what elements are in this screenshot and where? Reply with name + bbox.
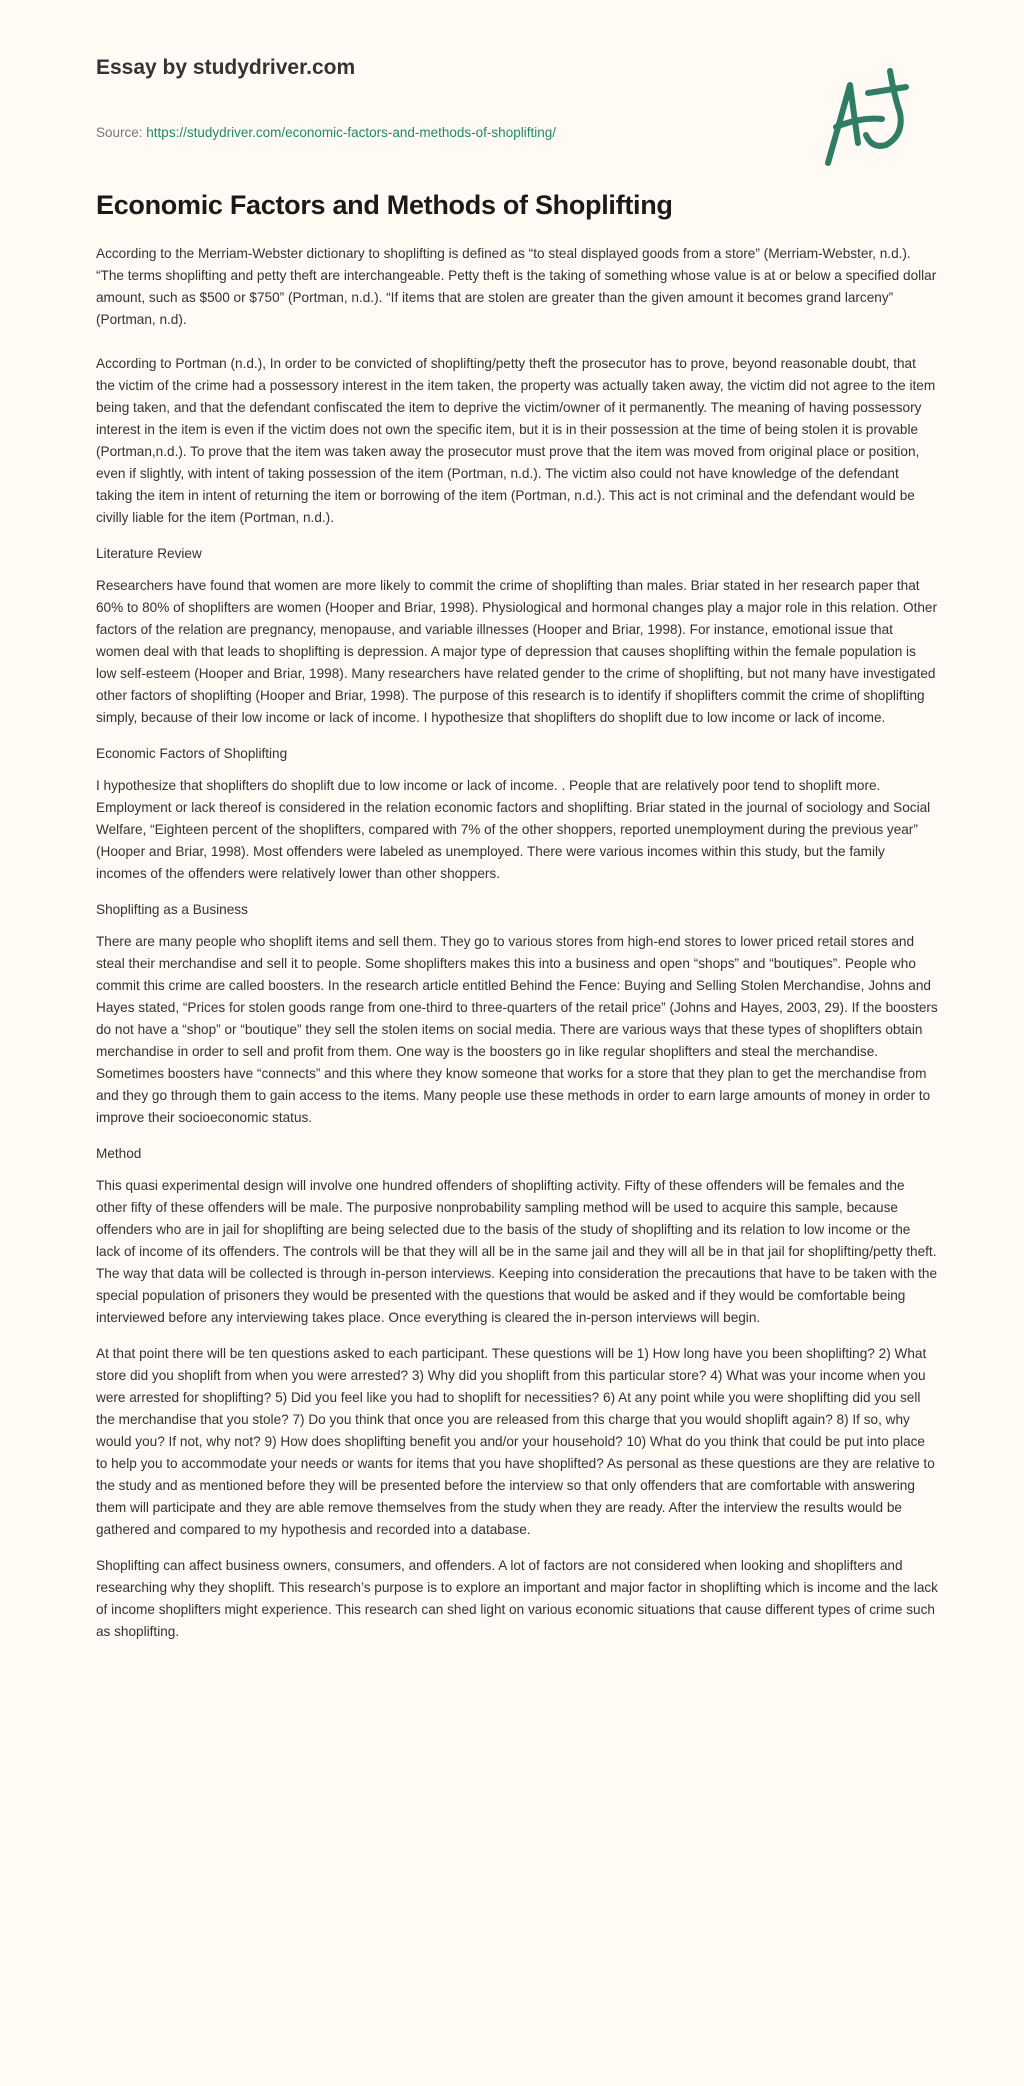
paragraph: Researchers have found that women are more likely to commit the crime of shoplifting than males. Briar stated in her research paper that 60% to 80% of shoplifters are women (Hooper and Briar, 1998). Physiological and hormonal changes play a major role in this relation. Other factors of the relation are pregnancy, menopause, and variable illnesses (Hooper and Briar, 1998). For instance, emotional issue that women deal with that leads to shoplifting is depression. A major type of depression that causes shoplifting within the female population is low self-esteem (Hooper and Briar, 1998). Many researchers have related gender to the crime of shoplifting, but not many have investigated other factors of shoplifting (Hooper and Briar, 1998). The purpose of this research is to identify if shoplifters commit the crime of shoplifting simply, because of their low income or lack of income. I hypothesize that shoplifters do shoplift due to low income or lack of income. bbox=[96, 578, 938, 725]
source-link[interactable]: https://studydriver.com/economic-factors-and-methods-of-shoplifting/ bbox=[146, 125, 556, 140]
section-heading-method: Method bbox=[96, 1146, 142, 1161]
section-heading-literature-review: Literature Review bbox=[96, 546, 202, 561]
paragraph: There are many people who shoplift items and sell them. They go to various stores from high-end stores to lower priced retail stores and steal their merchandise and sell it to people. Some shoplifters makes this into a business and open “shops” and “boutiques”. People who commit this crime are called boosters. In the research article entitled Behind the Fence: Buying and Selling Stolen Merchandise, Johns and Hayes stated, “Prices for stolen goods range from one-third to three-quarters of the retail price” (Johns and Hayes, 2003, 29). If the boosters do not have a “shop” or “boutique” they sell the stolen items on social media. There are various ways that these types of shoplifters obtain merchandise in order to sell and profit from them. One way is the boosters go in like regular shoplifters and steal the merchandise. Sometimes boosters have “connects” and this where they know someone that works for a store that they plan to get the merchandise from and they go through them to gain access to the items. Many people use these methods in order to earn large amounts of money in order to improve their socioeconomic status. bbox=[96, 934, 938, 1125]
section-heading-business: Shoplifting as a Business bbox=[96, 902, 248, 917]
paragraph: According to the Merriam-Webster dictionary to shoplifting is defined as “to steal displayed goods from a store” (Merriam-Webster, n.d.). “The terms shoplifting and petty theft are interchangeable. Petty theft is the taking of something whose value is at or below a specified dollar amount, such as $500 or $750” (Portman, n.d.). “If items that are stolen are greater than the given amount it becomes grand larceny” (Portman, n.d). bbox=[96, 246, 937, 327]
paragraph: I hypothesize that shoplifters do shoplift due to low income or lack of income. . People that are relatively poor tend to shoplift more. Employment or lack thereof is considered in the relation economic factors and shoplifting. Briar stated in the journal of sociology and Social Welfare, “Eighteen percent of the shoplifters, compared with 7% of the other shoppers, reported unemployment during the previous year” (Hooper and Briar, 1998). Most offenders were labeled as unemployed. There were various incomes within this study, but the family incomes of the offenders were relatively lower than other shoppers. bbox=[96, 778, 931, 881]
paragraph: This quasi experimental design will involve one hundred offenders of shoplifting activity. Fifty of these offenders will be females and the other fifty of these offenders will be male. The purposive nonprobability sampling method will be used to acquire this sample, because offenders who are in jail for shoplifting are being selected due to the basis of the study of shoplifting and its relation to low income or the lack of income of its offenders. The controls will be that they will all be in the same jail and they will all be in that jail for shoplifting/petty theft. The way that data will be collected is through in-person interviews. Keeping into consideration the precautions that have to be taken with the special population of prisoners they would be presented with the questions that would be asked and if they would be comfortable being interviewed before any interviewing takes place. Once everything is cleared the in-person interviews will begin. bbox=[96, 1178, 938, 1325]
site-title: Essay by studydriver.com bbox=[96, 56, 356, 79]
source-label: Source: bbox=[96, 125, 143, 140]
essay-content bbox=[96, 190, 938, 1657]
paragraph: Shoplifting can affect business owners, consumers, and offenders. A lot of factors are not considered when looking and shoplifters and researching why they shoplift. This research’s purpose is to explore an important and major factor in shoplifting which is income and the lack of income shoplifters might experience. This research can shed light on various economic situations that cause different types of crime such as shoplifting. bbox=[96, 1558, 938, 1639]
essay-title: Economic Factors and Methods of Shoplifting bbox=[96, 190, 673, 220]
paragraph: At that point there will be ten questions asked to each participant. These questions will be 1) How long have you been shoplifting? 2) What store did you shoplift from when you were arrested? 3) Why did you shoplift from this particular store? 4) What was your income when you were arrested for shoplifting? 5) Did you feel like you had to shoplift for necessities? 6) At any point while you were shoplifting did you sell the merchandise that you stole? 7) Do you think that once you are released from this charge that you would shoplift again? 8) If so, why would you? If not, why not? 9) How does shoplifting benefit you and/or your household? 10) What do you think that could be put into place to help you to accommodate your needs or wants for items that you have shoplifted? As personal as these questions are they are relative to the study and as mentioned before they will be presented before the interview so that only offenders that are comfortable with answering them will participate and they are able remove themselves from the study when they are ready. After the interview the results would be gathered and compared to my hypothesis and recorded into a database. bbox=[96, 1346, 935, 1537]
a-plus-logo-icon bbox=[820, 65, 930, 175]
source-line bbox=[96, 125, 556, 140]
paragraph: According to Portman (n.d.), In order to be convicted of shoplifting/petty theft the prosecutor has to prove, beyond reasonable doubt, that the victim of the crime had a possessory interest in the item taken, the property was actually taken away, the victim did not agree to the item being taken, and that the defendant confiscated the item to deprive the victim/owner of it permanently. The meaning of having possessory interest in the item is even if the victim does not own the specific item, but it is in their possession at the time of being stolen it is provable (Portman,n.d.). To prove that the item was taken away the prosecutor must prove that the item was moved from original place or position, even if slightly, with intent of taking possession of the item (Portman, n.d.). The victim also could not have knowledge of the defendant taking the item in intent of returning the item or borrowing of the item (Portman, n.d.). This act is not criminal and the defendant would be civilly liable for the item (Portman, n.d.). bbox=[96, 356, 936, 525]
section-heading-economic-factors: Economic Factors of Shoplifting bbox=[96, 746, 288, 761]
